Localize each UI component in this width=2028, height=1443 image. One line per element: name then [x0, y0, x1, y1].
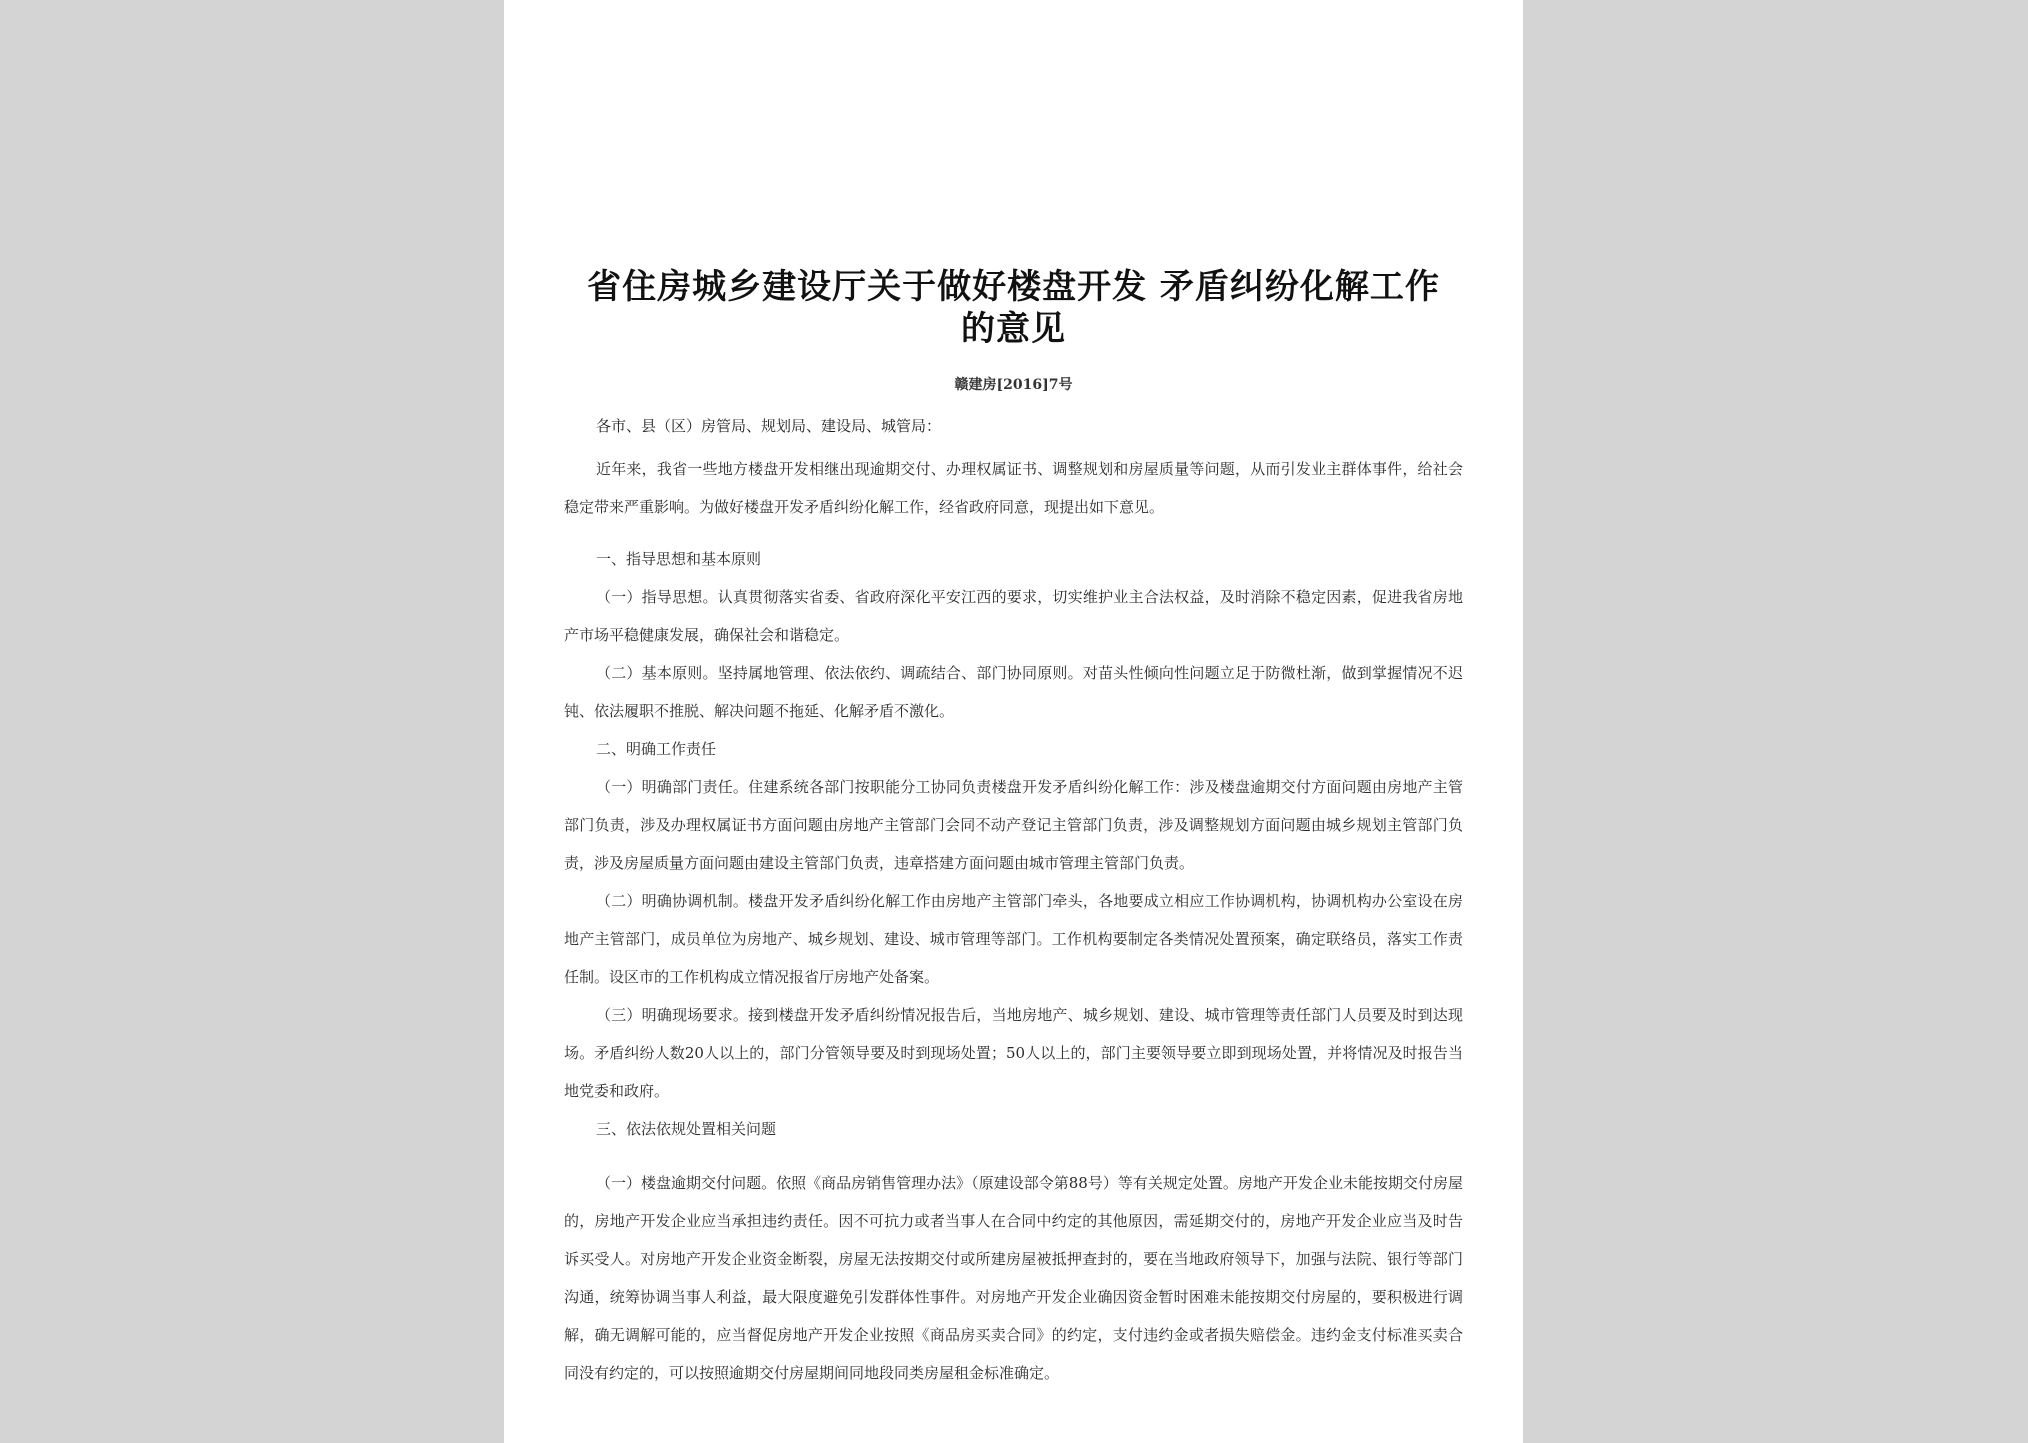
title-line-1: 省住房城乡建设厅关于做好楼盘开发 矛盾纠纷化解工作 [587, 267, 1440, 307]
spacer [564, 526, 1463, 540]
document-number: 赣建房[2016]7号 [954, 377, 1073, 393]
section-1-paragraph-2: （二）基本原则。坚持属地管理、依法依约、调疏结合、部门协同原则。对苗头性倾向性问题立足于防微杜渐，做到掌握情况不迟钝、依法履职不推脱、解决问题不拖延、化解矛盾不激化。 [564, 664, 1463, 720]
section-heading-3: 三、依法依规处置相关问题 [596, 1120, 777, 1138]
section-2-paragraph-1: （一）明确部门责任。住建系统各部门按职能分工协同负责楼盘开发矛盾纠纷化解工作：涉及楼盘逾期交付方面问题由房地产主管部门负责，涉及办理权属证书方面问题由房地产主管部门会同不动产登记主管部门负责，涉及调整规划方面问题由城乡规划主管部门负责，涉及房屋质量方面问题由建设主管部门负责，违章搭建方面问题由城市管理主管部门负责。 [564, 778, 1463, 872]
section-heading-1: 一、指导思想和基本原则 [596, 550, 762, 568]
section-3-paragraph-1: （一）楼盘逾期交付问题。依照《商品房销售管理办法》（原建设部令第88号）等有关规定处置。房地产开发企业未能按期交付房屋的，房地产开发企业应当承担违约责任。因不可抗力或者当事人在合同中约定的其他原因，需延期交付的，房地产开发企业应当及时告诉买受人。对房地产开发企业资金断裂，房屋无法按期交付或所建房屋被抵押查封的，要在当地政府领导下，加强与法院、银行等部门沟通，统筹协调当事人利益，最大限度避免引发群体性事件。对房地产开发企业确因资金暂时困难未能按期交付房屋的，要积极进行调解，确无调解可能的，应当督促房地产开发企业按照《商品房买卖合同》的约定，支付违约金或者损失赔偿金。违约金支付标准买卖合同没有约定的，可以按照逾期交付房屋期间同地段同类房屋租金标准确定。 [564, 1174, 1463, 1382]
document-title [564, 266, 1463, 350]
title-line-2: 的意见 [961, 309, 1066, 349]
section-1-paragraph-1: （一）指导思想。认真贯彻落实省委、省政府深化平安江西的要求，切实维护业主合法权益，及时消除不稳定因素，促进我省房地产市场平稳健康发展，确保社会和谐稳定。 [564, 588, 1463, 644]
salutation: 各市、县（区）房管局、规划局、建设局、城管局： [596, 417, 942, 435]
section-2-paragraph-2: （二）明确协调机制。楼盘开发矛盾纠纷化解工作由房地产主管部门牵头，各地要成立相应工作协调机构，协调机构办公室设在房地产主管部门，成员单位为房地产、城乡规划、建设、城市管理等部门。工作机构要制定各类情况处置预案，确定联络员，落实工作责任制。设区市的工作机构成立情况报省厅房地产处备案。 [564, 892, 1463, 986]
document-page [504, 0, 1523, 1443]
section-heading-2: 二、明确工作责任 [596, 740, 717, 758]
intro-paragraph: 近年来，我省一些地方楼盘开发相继出现逾期交付、办理权属证书、调整规划和房屋质量等问题，从而引发业主群体事件，给社会稳定带来严重影响。为做好楼盘开发矛盾纠纷化解工作，经省政府同意，现提出如下意见。 [564, 460, 1463, 516]
section-2-paragraph-3: （三）明确现场要求。接到楼盘开发矛盾纠纷情况报告后，当地房地产、城乡规划、建设、城市管理等责任部门人员要及时到达现场。矛盾纠纷人数20人以上的，部门分管领导要及时到现场处置；50人以上的，部门主要领导要立即到现场处置，并将情况及时报告当地党委和政府。 [564, 1006, 1463, 1100]
spacer [564, 436, 1463, 450]
spacer [564, 1148, 1463, 1164]
